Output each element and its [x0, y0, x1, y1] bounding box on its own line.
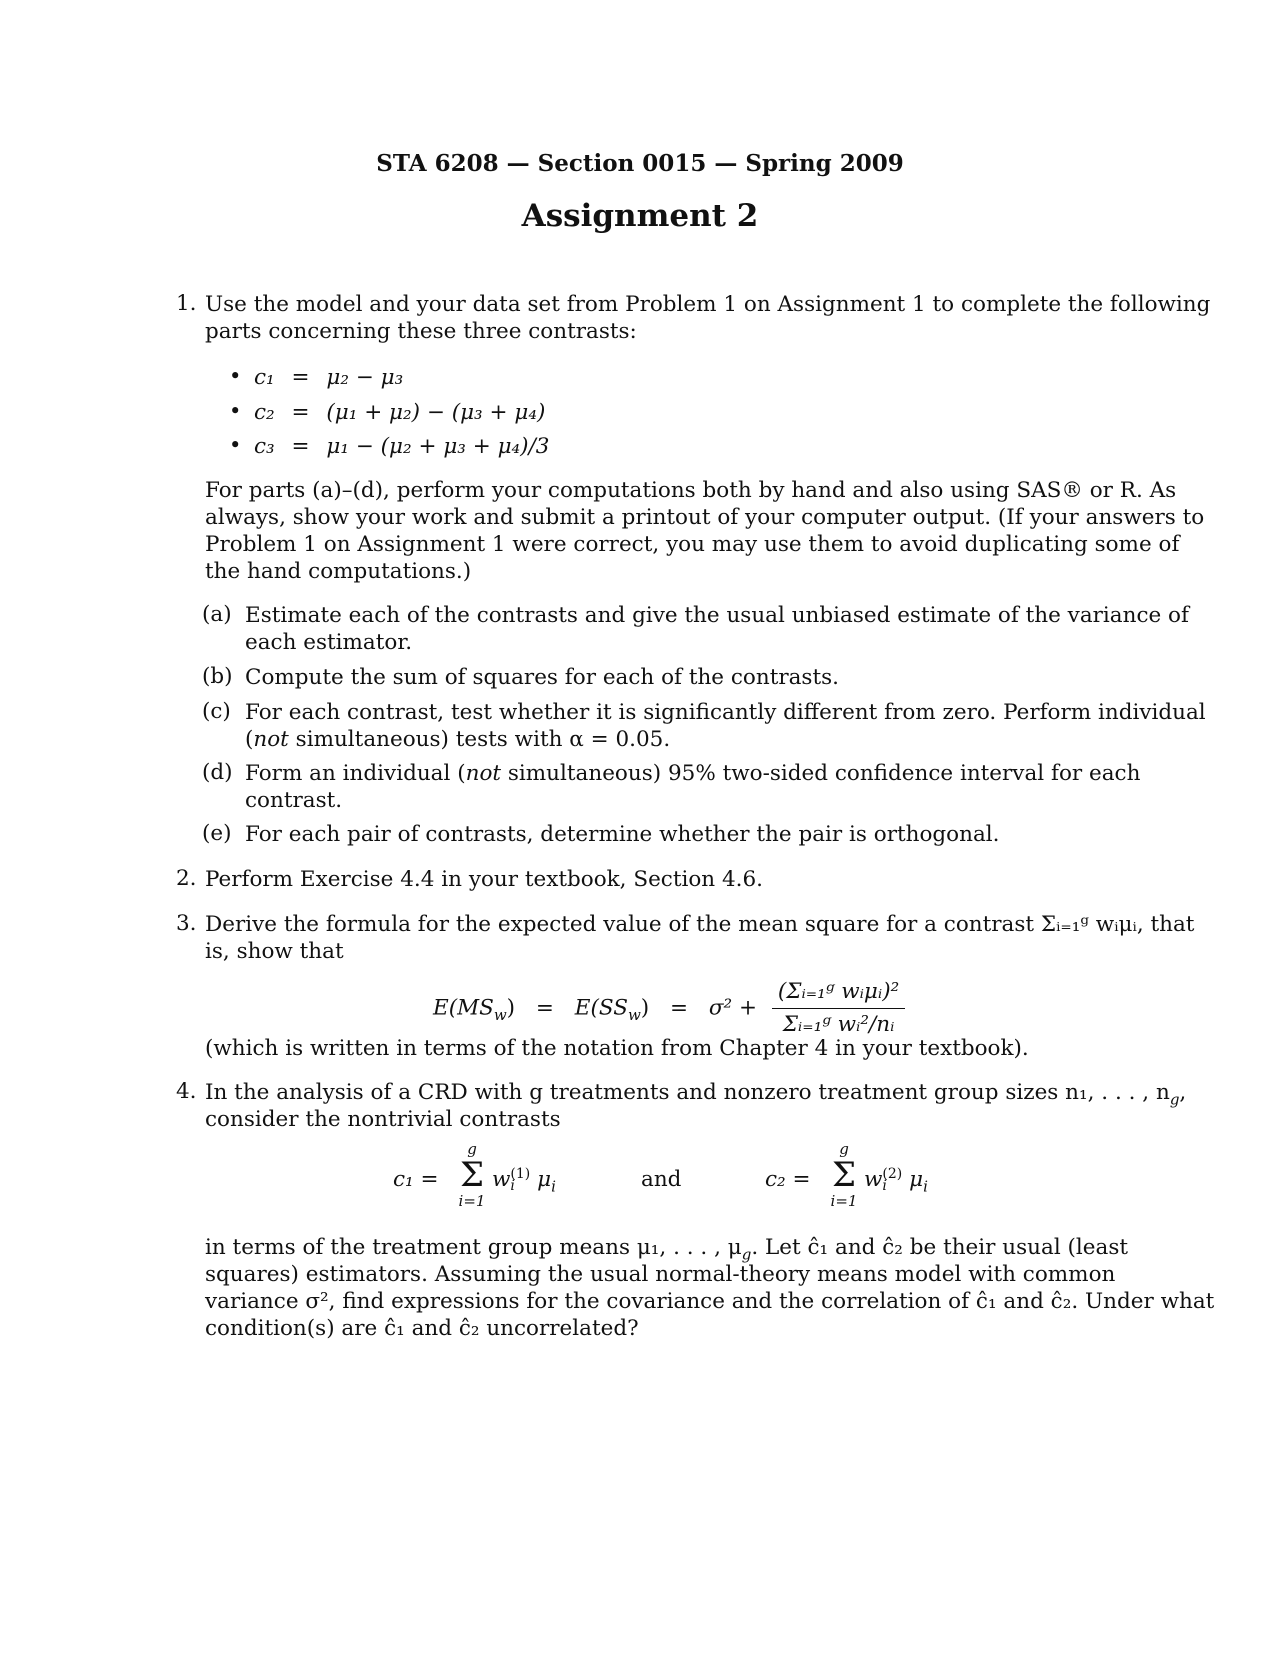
sum-lower-limit: i=1 [830, 1192, 858, 1210]
eq-paren: ) [506, 995, 516, 1021]
summation-c2 [824, 1140, 864, 1210]
subscript: g [741, 1245, 752, 1264]
eq-paren: ) [640, 995, 650, 1021]
equals-sign: = [291, 434, 310, 459]
sigma-icon: Σ [831, 1155, 857, 1195]
summation-c1 [452, 1140, 492, 1210]
paragraph-line: the hand computations.) [205, 559, 472, 584]
problem-number: 1. [176, 291, 197, 316]
mu-symbol: μ [909, 1167, 924, 1192]
problem-text-line: variance σ², find expressions for the covariance and the correlation of ĉ₁ and ĉ₂. Under what [205, 1289, 1215, 1314]
contrast-c2-term [864, 1166, 928, 1200]
bullet-icon: • [229, 364, 242, 388]
script-stack [510, 1168, 530, 1192]
script-stack [882, 1168, 902, 1192]
part-label: (c) [202, 699, 231, 724]
part-text-post: simultaneous) 95% two-sided confidence interval for each [501, 761, 1141, 786]
contrast-lhs: c₁ [254, 365, 275, 390]
part-text-line: For each pair of contrasts, determine whether the pair is orthogonal. [245, 822, 1000, 847]
part-label: (d) [202, 760, 233, 785]
contrast-lhs: c₃ [254, 434, 275, 459]
equals-sign: = [291, 365, 310, 390]
problem-text-line: Derive the formula for the expected value of the mean square for a contrast Σᵢ₌₁ᵍ wᵢμᵢ, that [205, 912, 1195, 937]
part-text-line [245, 760, 1140, 788]
part-text-line: Estimate each of the contrasts and give the usual unbiased estimate of the variance of [245, 603, 1189, 628]
page-title: Assignment 2 [521, 198, 759, 234]
problem-text-line: (which is written in terms of the notation from Chapter 4 in your textbook). [205, 1036, 1029, 1061]
problem-number: 4. [176, 1079, 197, 1104]
course-header: STA 6208 — Section 0015 — Spring 2009 [376, 150, 904, 177]
problem-number: 2. [176, 866, 197, 891]
eq-lhs-ss: E(SS [574, 995, 628, 1021]
problem-text-line: is, show that [205, 939, 344, 964]
fraction-numerator: (Σᵢ₌₁ᵍ wᵢμᵢ)² [772, 978, 905, 1009]
problem-number: 3. [176, 911, 197, 936]
sum-upper-limit: g [839, 1140, 849, 1158]
subscript: i [882, 1178, 887, 1194]
part-text-line: Compute the sum of squares for each of the contrasts. [245, 665, 839, 690]
sum-lower-limit: i=1 [458, 1192, 486, 1210]
part-text-rest: simultaneous) tests with α = 0.05. [288, 727, 671, 752]
part-text-line: each estimator. [245, 630, 413, 655]
part-text-line: contrast. [245, 788, 343, 813]
eq-fraction [772, 978, 905, 1039]
problem-text-line: Use the model and your data set from Problem 1 on Assignment 1 to complete the following [205, 292, 1211, 317]
paragraph-line: For parts (a)–(d), perform your computations both by hand and also using SAS® or R. As [205, 478, 1177, 503]
w-symbol: w [492, 1167, 511, 1192]
subscript: i [551, 1177, 556, 1196]
text-span: In the analysis of a CRD with g treatments and nonzero treatment group sizes n₁, . . . , n [205, 1080, 1170, 1105]
eq-sigma-term: σ² + [708, 995, 758, 1021]
eq-lhs-ms: E(MS [433, 995, 494, 1021]
equals-sign: = [535, 995, 554, 1021]
contrast-rhs: (μ₁ + μ₂) − (μ₃ + μ₄) [326, 400, 546, 425]
sigma-icon: Σ [459, 1155, 485, 1195]
part-label: (e) [202, 821, 232, 846]
problem-text-line: squares) estimators. Assuming the usual normal-theory means model with common [205, 1262, 1116, 1287]
text-span: in terms of the treatment group means μ₁, . . . , μ [205, 1235, 742, 1260]
contrast-item [254, 399, 545, 427]
contrast-rhs: μ₂ − μ₃ [326, 365, 404, 390]
eq-sub: w [627, 1005, 641, 1024]
part-label: (a) [202, 602, 232, 627]
equals-sign: = [670, 995, 689, 1021]
subscript: g [1169, 1090, 1180, 1109]
part-label: (b) [202, 664, 233, 689]
subscript: i [510, 1178, 515, 1194]
contrast-c2-lhs: c₂ = [765, 1167, 811, 1192]
problem-text-line: parts concerning these three contrasts: [205, 319, 637, 344]
contrast-item [254, 433, 550, 461]
paragraph-line: Problem 1 on Assignment 1 were correct, you may use them to avoid duplicating some of [205, 532, 1180, 557]
contrast-c1-lhs: c₁ = [393, 1167, 439, 1192]
and-word: and [641, 1167, 682, 1192]
part-text-line: For each contrast, test whether it is significantly different from zero. Perform individual [245, 700, 1206, 725]
w-symbol: w [864, 1167, 883, 1192]
part-text-pre: Form an individual ( [245, 761, 466, 786]
contrast-c1-term [492, 1166, 556, 1200]
expected-ms-equation [433, 978, 905, 1039]
contrast-item [254, 364, 403, 392]
fraction-denominator: Σᵢ₌₁ᵍ wᵢ²/nᵢ [782, 1012, 895, 1037]
emphasis-not: not [465, 761, 502, 786]
contrast-lhs: c₂ [254, 400, 275, 425]
equals-sign: = [291, 400, 310, 425]
superscript: (1) [510, 1166, 531, 1182]
text-span: . Let ĉ₁ and ĉ₂ be their usual (least [751, 1235, 1129, 1260]
paragraph-line: always, show your work and submit a printout of your computer output. (If your answers to [205, 505, 1205, 530]
problem-text-line: condition(s) are ĉ₁ and ĉ₂ uncorrelated? [205, 1316, 639, 1341]
problem-text-line: consider the nontrivial contrasts [205, 1107, 561, 1132]
subscript: i [923, 1177, 928, 1196]
part-text-line: (not simultaneous) tests with α = 0.05. [245, 727, 671, 752]
mu-symbol: μ [537, 1167, 552, 1192]
eq-sub: w [493, 1005, 507, 1024]
emphasis-not: not [253, 727, 289, 752]
bullet-icon: • [229, 433, 242, 457]
problem-text-line: Perform Exercise 4.4 in your textbook, Section 4.6. [205, 867, 764, 892]
sum-upper-limit: g [467, 1140, 477, 1158]
bullet-icon: • [229, 399, 242, 423]
superscript: (2) [882, 1166, 903, 1182]
problem-text-line: In the analysis of a CRD with g treatments and nonzero treatment group sizes n₁, . . . , $n_g$, [205, 1080, 1187, 1109]
contrast-rhs: μ₁ − (μ₂ + μ₃ + μ₄)/3 [326, 434, 550, 459]
